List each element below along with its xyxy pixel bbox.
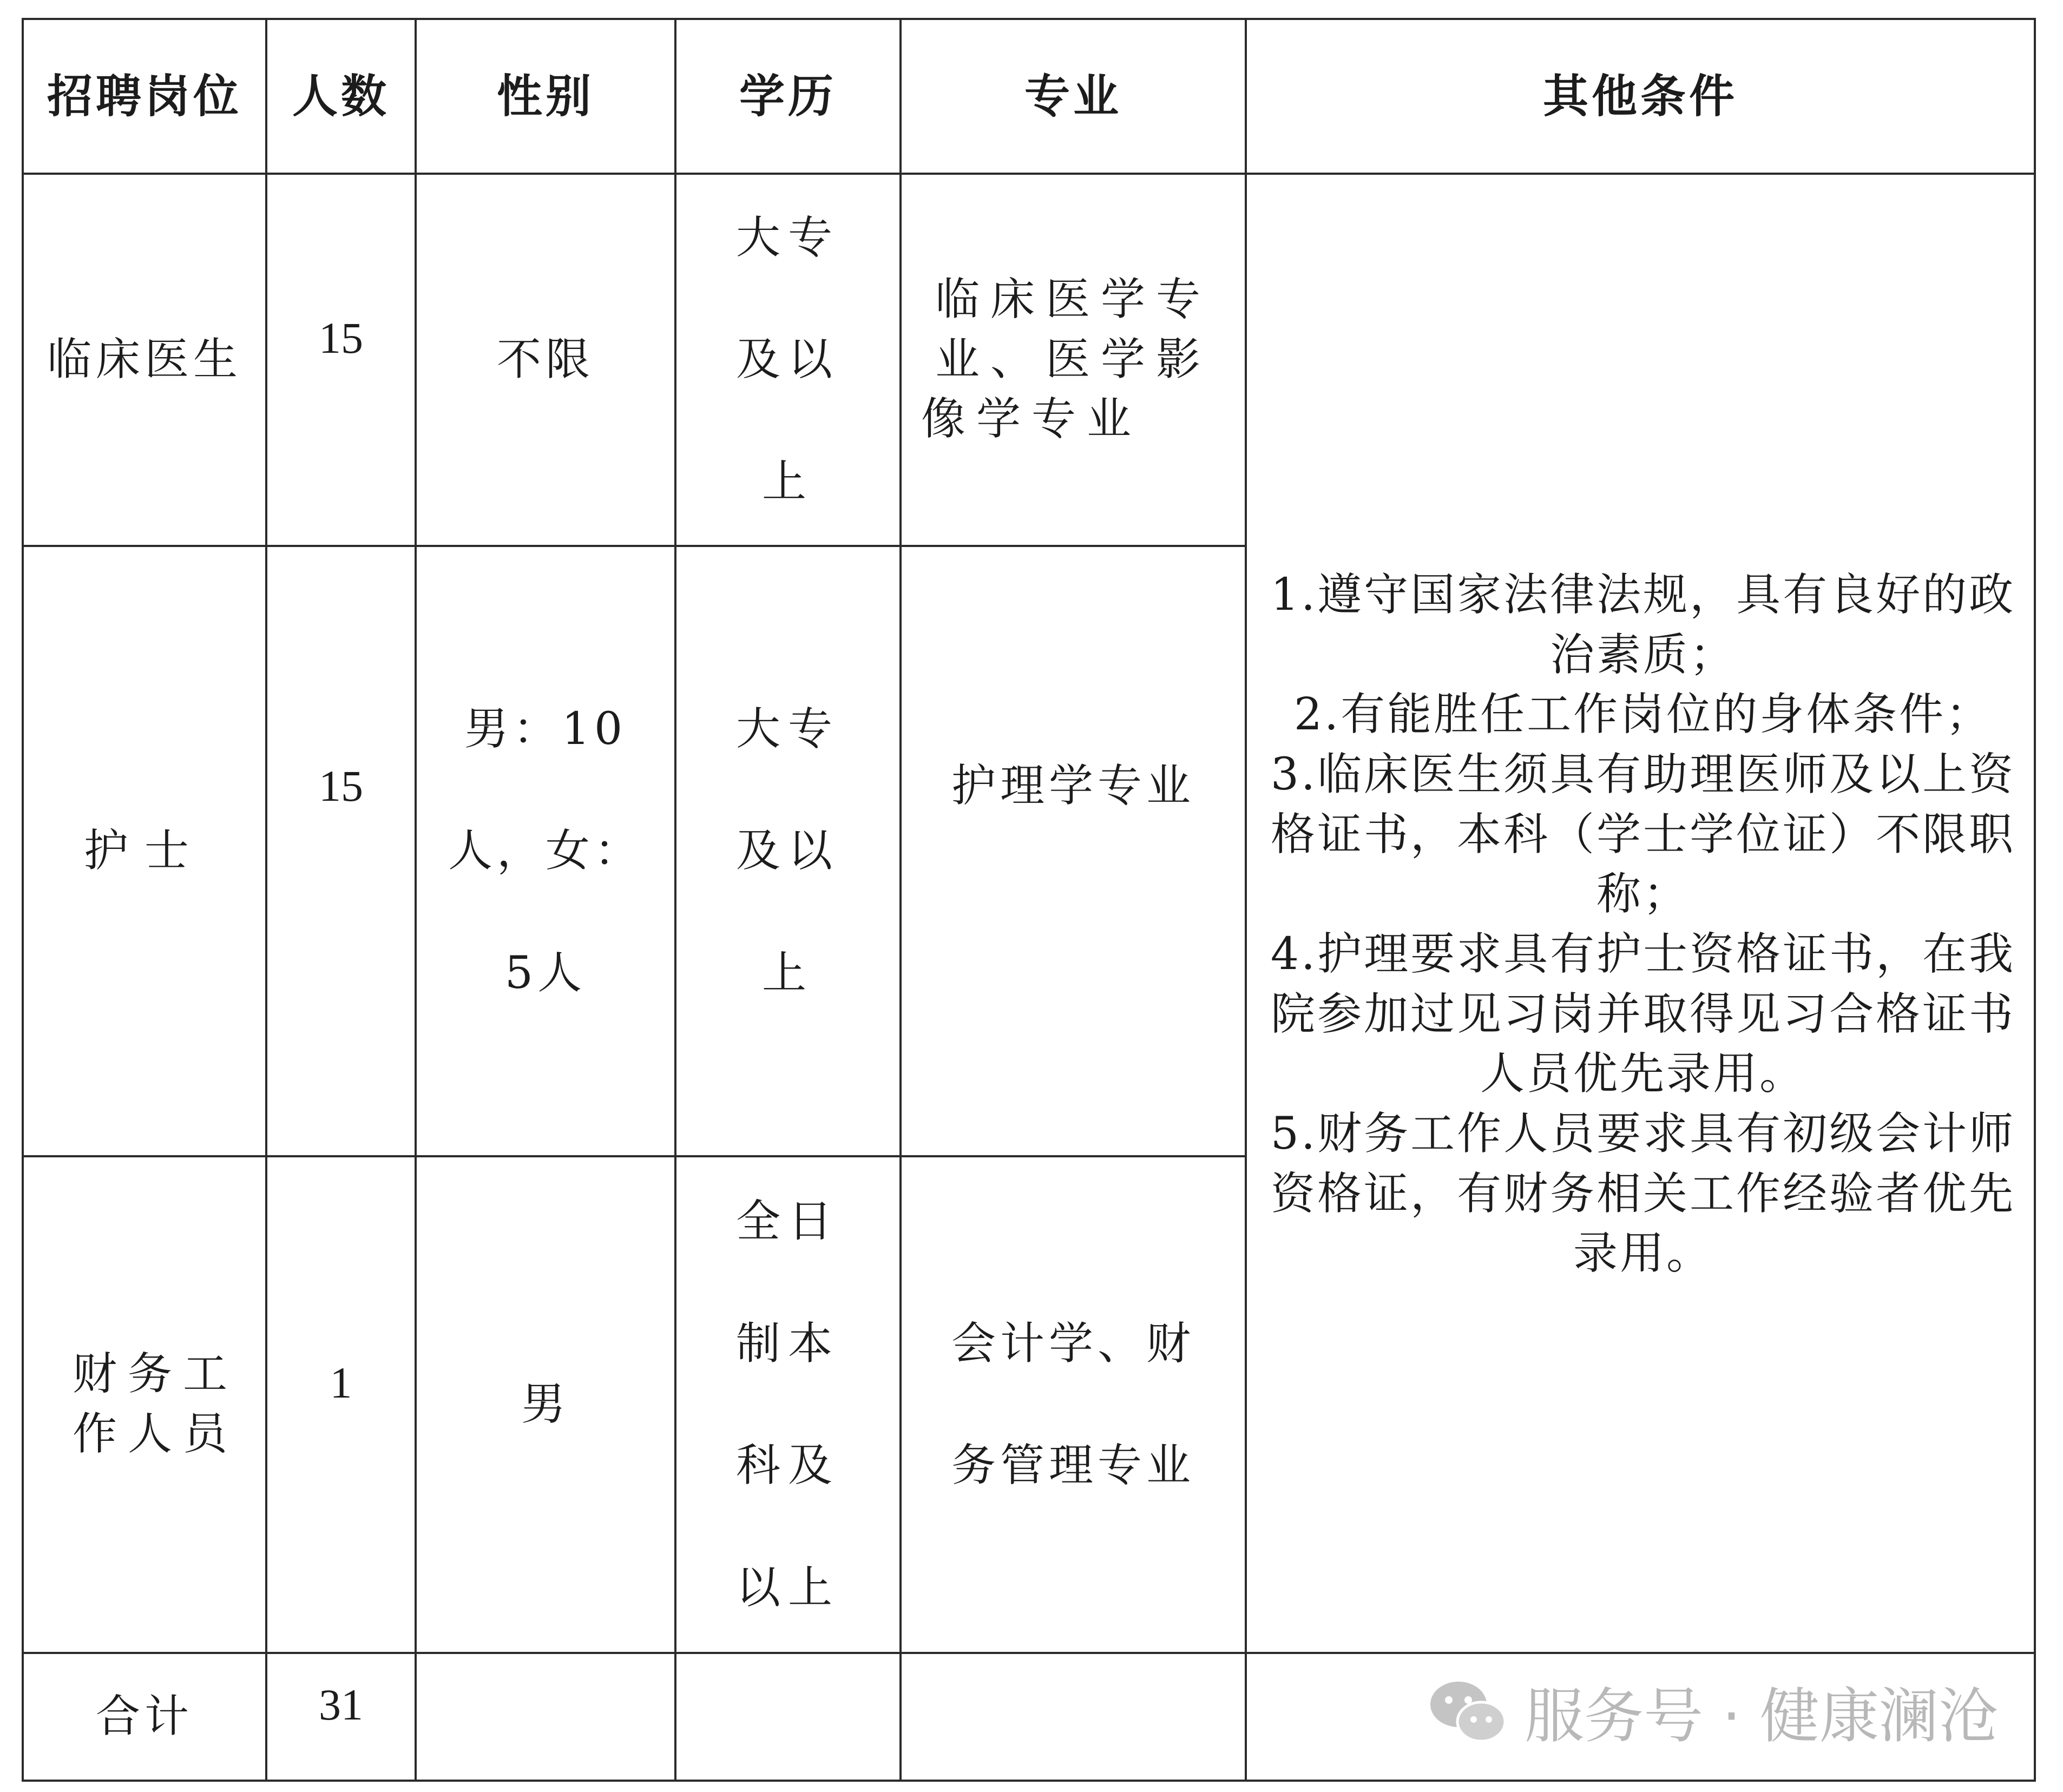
cell-gender (416, 174, 675, 546)
gender-text: 男 (521, 1378, 570, 1430)
cell-education (675, 174, 901, 546)
cell-count (266, 1156, 416, 1653)
cell-other-conditions (1246, 174, 2035, 1653)
header-position: 招聘岗位 (23, 19, 266, 174)
cell-position (23, 174, 266, 546)
cell-education (675, 546, 901, 1156)
count-text: 15 (319, 313, 363, 363)
condition-2: 2.有能胜任工作岗位的身体条件； (1293, 689, 1993, 741)
position-text: 临床医生 (47, 333, 242, 385)
header-major: 专业 (901, 19, 1246, 174)
education-text: 大专及以上 (735, 703, 840, 999)
condition-1: 1.遵守国家法律法规，具有良好的政治素质； (1270, 569, 2016, 681)
header-other-conditions: 其他条件 (1246, 19, 2035, 174)
watermark-text: 服务号 · 健康澜沧 (1525, 1682, 1998, 1751)
cell-gender (416, 546, 675, 1156)
education-text: 大专及以上 (735, 212, 840, 508)
header-education: 学历 (675, 19, 901, 174)
cell-empty (675, 1653, 901, 1781)
position-text: 护士 (83, 825, 205, 877)
total-label-text: 合计 (95, 1690, 193, 1742)
condition-4: 4.护理要求具有护士资格证书，在我院参加过见习岗并取得见习合格证书人员优先录用。 (1270, 928, 2016, 1100)
recruitment-table (22, 18, 2036, 1782)
header-gender: 性别 (416, 19, 675, 174)
watermark (1427, 1669, 1998, 1754)
cell-major (901, 546, 1246, 1156)
major-text: 临床医学专业、医学影像学专业 (921, 273, 1211, 445)
cell-total-count (266, 1653, 416, 1781)
condition-3: 3.临床医生须具有助理医师及以上资格证书，本科（学士学位证）不限职称； (1270, 748, 2016, 920)
cell-education (675, 1156, 901, 1653)
cell-count (266, 546, 416, 1156)
cell-major (901, 1156, 1246, 1653)
wechat-icon (1427, 1676, 1508, 1747)
total-count-text: 31 (319, 1679, 363, 1729)
education-text: 全日制本科及以上 (735, 1196, 840, 1613)
cell-position (23, 1156, 266, 1653)
cell-count (266, 174, 416, 546)
count-text: 1 (330, 1358, 352, 1407)
count-text: 15 (319, 761, 363, 811)
table-row (23, 174, 2035, 546)
gender-text: 男：10人，女：5人 (448, 703, 643, 999)
cell-major (901, 174, 1246, 546)
major-text: 护理学专业 (951, 760, 1195, 812)
major-text: 会计学、财务管理专业 (951, 1317, 1195, 1491)
cell-total-label (23, 1653, 266, 1781)
cell-position (23, 546, 266, 1156)
gender-text: 不限 (496, 333, 594, 385)
cell-empty (416, 1653, 675, 1781)
cell-gender (416, 1156, 675, 1653)
header-count: 人数 (266, 19, 416, 174)
cell-empty (901, 1653, 1246, 1781)
position-text: 财务工作人员 (72, 1348, 238, 1460)
condition-5: 5.财务工作人员要求具有初级会计师资格证，有财务相关工作经验者优先录用。 (1270, 1108, 2016, 1280)
header-row (23, 19, 2035, 174)
